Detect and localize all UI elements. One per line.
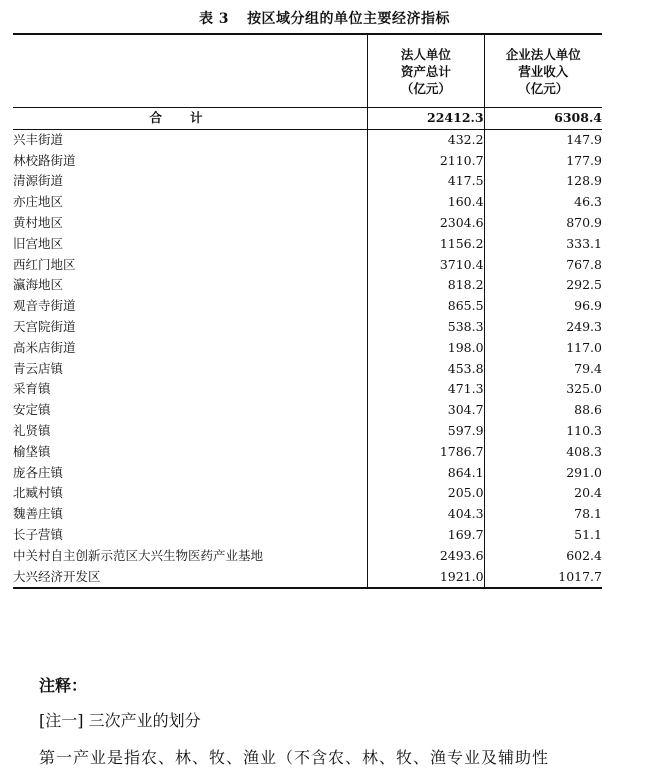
- revenue-cell: 96.9: [574, 298, 602, 314]
- table-row: [13, 525, 602, 546]
- revenue-cell: 291.0: [566, 464, 602, 480]
- table-row: [13, 129, 602, 150]
- revenue-cell: 249.3: [566, 318, 602, 334]
- table-row: [13, 504, 602, 525]
- table-row: [13, 151, 602, 172]
- assets-cell: 417.5: [368, 171, 484, 192]
- page-title: [0, 8, 649, 28]
- assets-cell: 2304.6: [368, 213, 484, 234]
- region-name-cell: 大兴经济开发区: [13, 567, 368, 589]
- assets-cell: 160.4: [368, 192, 484, 213]
- region-name-cell: 林校路街道: [13, 152, 76, 168]
- table-row: [13, 379, 602, 400]
- region-name-cell: 中关村自主创新示范区大兴生物医药产业基地: [13, 547, 264, 563]
- total-assets: 22412.3: [368, 108, 484, 130]
- revenue-cell: 333.1: [566, 235, 602, 251]
- total-label: 合计: [13, 108, 368, 130]
- assets-cell: 538.3: [368, 317, 484, 338]
- region-name-cell: 长子营镇: [13, 526, 64, 542]
- assets-cell: 1786.7: [368, 442, 484, 463]
- revenue-cell: 767.8: [566, 256, 602, 272]
- table-row: [13, 213, 602, 234]
- table-row: [13, 359, 602, 380]
- total-revenue: 6308.4: [484, 108, 602, 130]
- region-name-cell: 黄村地区: [13, 214, 64, 230]
- revenue-cell: 177.9: [566, 152, 602, 168]
- assets-cell: 404.3: [368, 504, 484, 525]
- note-body-text: 第一产业是指农、林、牧、渔业（不含农、林、牧、渔专业及辅助性: [39, 748, 550, 767]
- region-name-cell: 高米店街道: [13, 339, 76, 355]
- revenue-cell: 117.0: [566, 339, 602, 355]
- revenue-cell: 78.1: [574, 506, 602, 522]
- table-row: [13, 192, 602, 213]
- revenue-cell: 20.4: [574, 485, 602, 501]
- region-name-cell: 庞各庄镇: [13, 464, 64, 480]
- assets-cell: 2493.6: [368, 546, 484, 567]
- total-row: [13, 108, 602, 130]
- assets-cell: 1921.0: [368, 567, 484, 589]
- region-name-cell: 天宫院街道: [13, 318, 76, 334]
- region-name-cell: 清源街道: [13, 173, 64, 189]
- header-region: [13, 34, 368, 108]
- revenue-cell: 325.0: [566, 381, 602, 397]
- table-row: [13, 442, 602, 463]
- table-row: [13, 483, 602, 504]
- assets-cell: 169.7: [368, 525, 484, 546]
- note-one-title: [注一] 三次产业的划分: [39, 711, 201, 730]
- region-name-cell: 亦庄地区: [13, 194, 64, 210]
- revenue-cell: 110.3: [566, 422, 602, 438]
- assets-cell: 205.0: [368, 483, 484, 504]
- table-row: [13, 296, 602, 317]
- table-row: [13, 234, 602, 255]
- assets-cell: 2110.7: [368, 151, 484, 172]
- region-name-cell: 魏善庄镇: [13, 506, 64, 522]
- assets-cell: 432.2: [368, 129, 484, 150]
- notes-heading: 注释：: [39, 676, 88, 695]
- table-number: 表 3: [198, 11, 230, 27]
- assets-cell: 864.1: [368, 463, 484, 484]
- table-row: [13, 400, 602, 421]
- table-header-row: [13, 34, 602, 108]
- region-name-cell: 安定镇: [13, 402, 51, 418]
- table-row: [13, 255, 602, 276]
- region-name-cell: 兴丰街道: [13, 131, 64, 147]
- region-name-cell: 北臧村镇: [13, 485, 64, 501]
- revenue-cell: 870.9: [566, 214, 602, 230]
- table-row: [13, 567, 602, 589]
- assets-cell: 198.0: [368, 338, 484, 359]
- region-name-cell: 旧宫地区: [13, 235, 64, 251]
- assets-cell: 865.5: [368, 296, 484, 317]
- table-row: [13, 463, 602, 484]
- region-name-cell: 瀛海地区: [13, 277, 64, 293]
- assets-cell: 597.9: [368, 421, 484, 442]
- header-assets: 法人单位 资产总计 （亿元）: [368, 34, 484, 108]
- assets-cell: 304.7: [368, 400, 484, 421]
- revenue-cell: 51.1: [574, 526, 602, 542]
- revenue-cell: 46.3: [574, 194, 602, 210]
- table-title: 按区域分组的单位主要经济指标: [247, 11, 451, 27]
- revenue-cell: 408.3: [566, 443, 602, 459]
- table-row: [13, 275, 602, 296]
- notes-section: [39, 672, 639, 767]
- revenue-cell: 602.4: [566, 547, 602, 563]
- region-name-cell: 榆垡镇: [13, 443, 51, 459]
- revenue-cell: 128.9: [566, 173, 602, 189]
- table-row: [13, 317, 602, 338]
- region-name-cell: 礼贤镇: [13, 422, 51, 438]
- assets-cell: 1156.2: [368, 234, 484, 255]
- revenue-cell: 88.6: [574, 402, 602, 418]
- revenue-cell: 1017.7: [484, 567, 602, 589]
- table-row: [13, 171, 602, 192]
- revenue-cell: 147.9: [566, 131, 602, 147]
- revenue-cell: 292.5: [566, 277, 602, 293]
- table-row: [13, 338, 602, 359]
- assets-cell: 3710.4: [368, 255, 484, 276]
- indicator-table: [13, 33, 602, 589]
- region-name-cell: 青云店镇: [13, 360, 64, 376]
- table-row: [13, 546, 602, 567]
- table-row: [13, 421, 602, 442]
- revenue-cell: 79.4: [574, 360, 602, 376]
- assets-cell: 471.3: [368, 379, 484, 400]
- assets-cell: 818.2: [368, 275, 484, 296]
- region-name-cell: 西红门地区: [13, 256, 76, 272]
- region-name-cell: 观音寺街道: [13, 298, 76, 314]
- region-name-cell: 采育镇: [13, 381, 51, 397]
- assets-cell: 453.8: [368, 359, 484, 380]
- header-revenue: 企业法人单位 营业收入 （亿元）: [484, 34, 602, 108]
